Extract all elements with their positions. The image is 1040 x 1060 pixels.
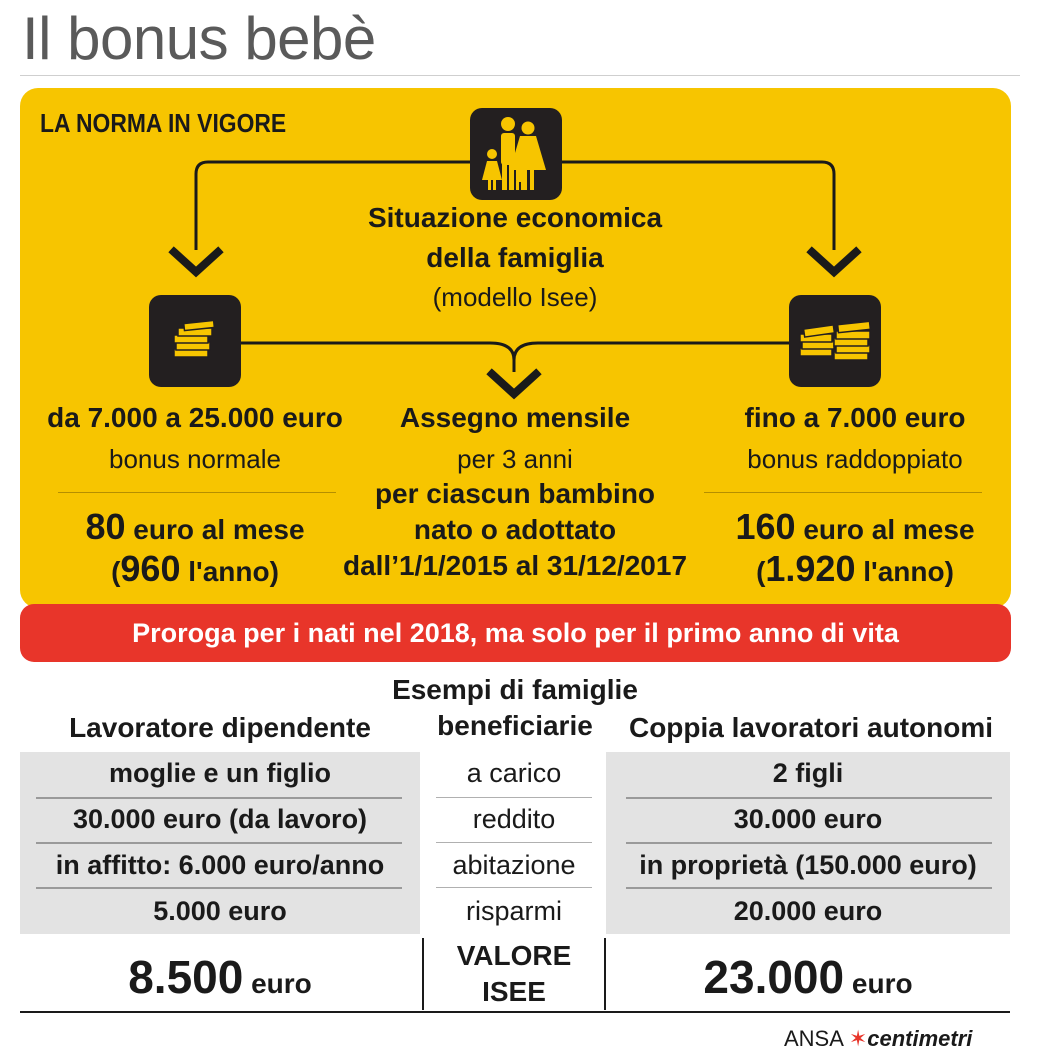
arrow-down-left — [174, 252, 218, 272]
middle-row-separator — [436, 887, 592, 888]
right-monthly-amount — [690, 506, 1020, 548]
family-icon — [470, 108, 562, 200]
left-row-separator — [36, 887, 402, 889]
connector-bottom-right — [514, 343, 789, 372]
situation-line-2: della famiglia — [426, 242, 604, 273]
left-isee-unit: euro — [243, 968, 312, 999]
middle-row-separator — [436, 797, 592, 798]
left-row-income: 30.000 euro (da lavoro) — [72, 804, 368, 834]
right-row-savings: 20.000 euro — [733, 896, 883, 926]
row-label-savings: risparmi — [465, 896, 562, 926]
arrow-down-right — [812, 252, 856, 272]
extension-banner — [20, 604, 1011, 662]
middle-line-4: nato o adottato — [413, 514, 617, 545]
right-row-housing: in proprietà (150.000 euro) — [639, 850, 977, 880]
left-monthly-number: 80 — [85, 506, 126, 547]
right-yearly-number: 1.920 — [765, 548, 856, 589]
norm-label: LA NORMA IN VIGORE — [40, 108, 287, 138]
left-monthly-amount — [30, 506, 360, 548]
examples-title-line-2: beneficiarie — [437, 710, 593, 741]
middle-line-2: per 3 anni — [457, 444, 573, 474]
middle-line-5: dall’1/1/2015 al 31/12/2017 — [342, 550, 688, 581]
isee-label-line-2: ISEE — [482, 976, 546, 1007]
left-row-separator — [36, 842, 402, 844]
arrow-down-center — [492, 374, 536, 394]
bottom-divider — [20, 1011, 1010, 1013]
examples-title-line-1: Esempi di famiglie — [392, 674, 638, 705]
right-row-separator — [626, 842, 992, 844]
credit-star-icon: ✶ — [848, 1026, 868, 1051]
right-family-heading: Coppia lavoratori autonomi — [628, 712, 994, 743]
credit-brand-centimetri: centimetri — [867, 1026, 973, 1051]
right-yearly-amount — [690, 548, 1020, 590]
right-monthly-number: 160 — [735, 506, 796, 547]
row-label-housing: abitazione — [452, 850, 576, 880]
money-double-stack-icon — [789, 295, 881, 387]
left-isee-number: 8.500 — [128, 951, 244, 1003]
right-income-range: fino a 7.000 euro — [744, 402, 966, 433]
middle-line-3: per ciascun bambino — [374, 478, 656, 509]
right-isee-unit: euro — [844, 968, 913, 999]
right-row-separator — [626, 887, 992, 889]
left-yearly-open: ( — [111, 556, 121, 587]
situation-line-1: Situazione economica — [367, 202, 663, 233]
right-isee-value — [606, 950, 1010, 1004]
left-income-range: da 7.000 a 25.000 euro — [47, 402, 343, 433]
middle-line-1: Assegno mensile — [399, 402, 631, 433]
money-stack-icon — [149, 295, 241, 387]
extension-banner-text: Proroga per i nati nel 2018, ma solo per il primo anno di vita — [132, 617, 899, 648]
right-yearly-unit: l'anno) — [855, 556, 954, 587]
right-row-dependents: 2 figli — [772, 758, 844, 788]
right-bonus-type: bonus raddoppiato — [747, 444, 963, 474]
source-credit — [784, 1026, 972, 1052]
left-family-heading: Lavoratore dipendente — [69, 712, 371, 743]
connector-bottom-left — [241, 343, 514, 372]
left-row-dependents: moglie e un figlio — [109, 758, 331, 788]
left-row-savings: 5.000 euro — [153, 896, 287, 926]
left-yearly-number: 960 — [120, 548, 181, 589]
left-yearly-amount — [30, 548, 360, 590]
right-divider — [704, 492, 982, 493]
isee-label-line-1: VALORE — [456, 940, 572, 971]
left-bonus-type: bonus normale — [109, 444, 281, 474]
right-row-income: 30.000 euro — [733, 804, 883, 834]
row-label-dependents: a carico — [466, 758, 562, 788]
page-title: Il bonus bebè — [22, 5, 376, 72]
row-label-income: reddito — [472, 804, 556, 834]
right-monthly-unit: euro al mese — [795, 514, 975, 545]
right-isee-number: 23.000 — [703, 951, 845, 1003]
left-row-housing: in affitto: 6.000 euro/anno — [55, 850, 385, 880]
left-row-separator — [36, 797, 402, 799]
left-monthly-unit: euro al mese — [125, 514, 305, 545]
situation-line-3: (modello Isee) — [432, 282, 598, 312]
right-yearly-open: ( — [756, 556, 766, 587]
left-yearly-unit: l'anno) — [180, 556, 279, 587]
credit-brand-ansa: ANSA — [784, 1026, 843, 1051]
left-isee-value — [20, 950, 420, 1004]
left-divider — [58, 492, 336, 493]
right-row-separator — [626, 797, 992, 799]
middle-row-separator — [436, 842, 592, 843]
